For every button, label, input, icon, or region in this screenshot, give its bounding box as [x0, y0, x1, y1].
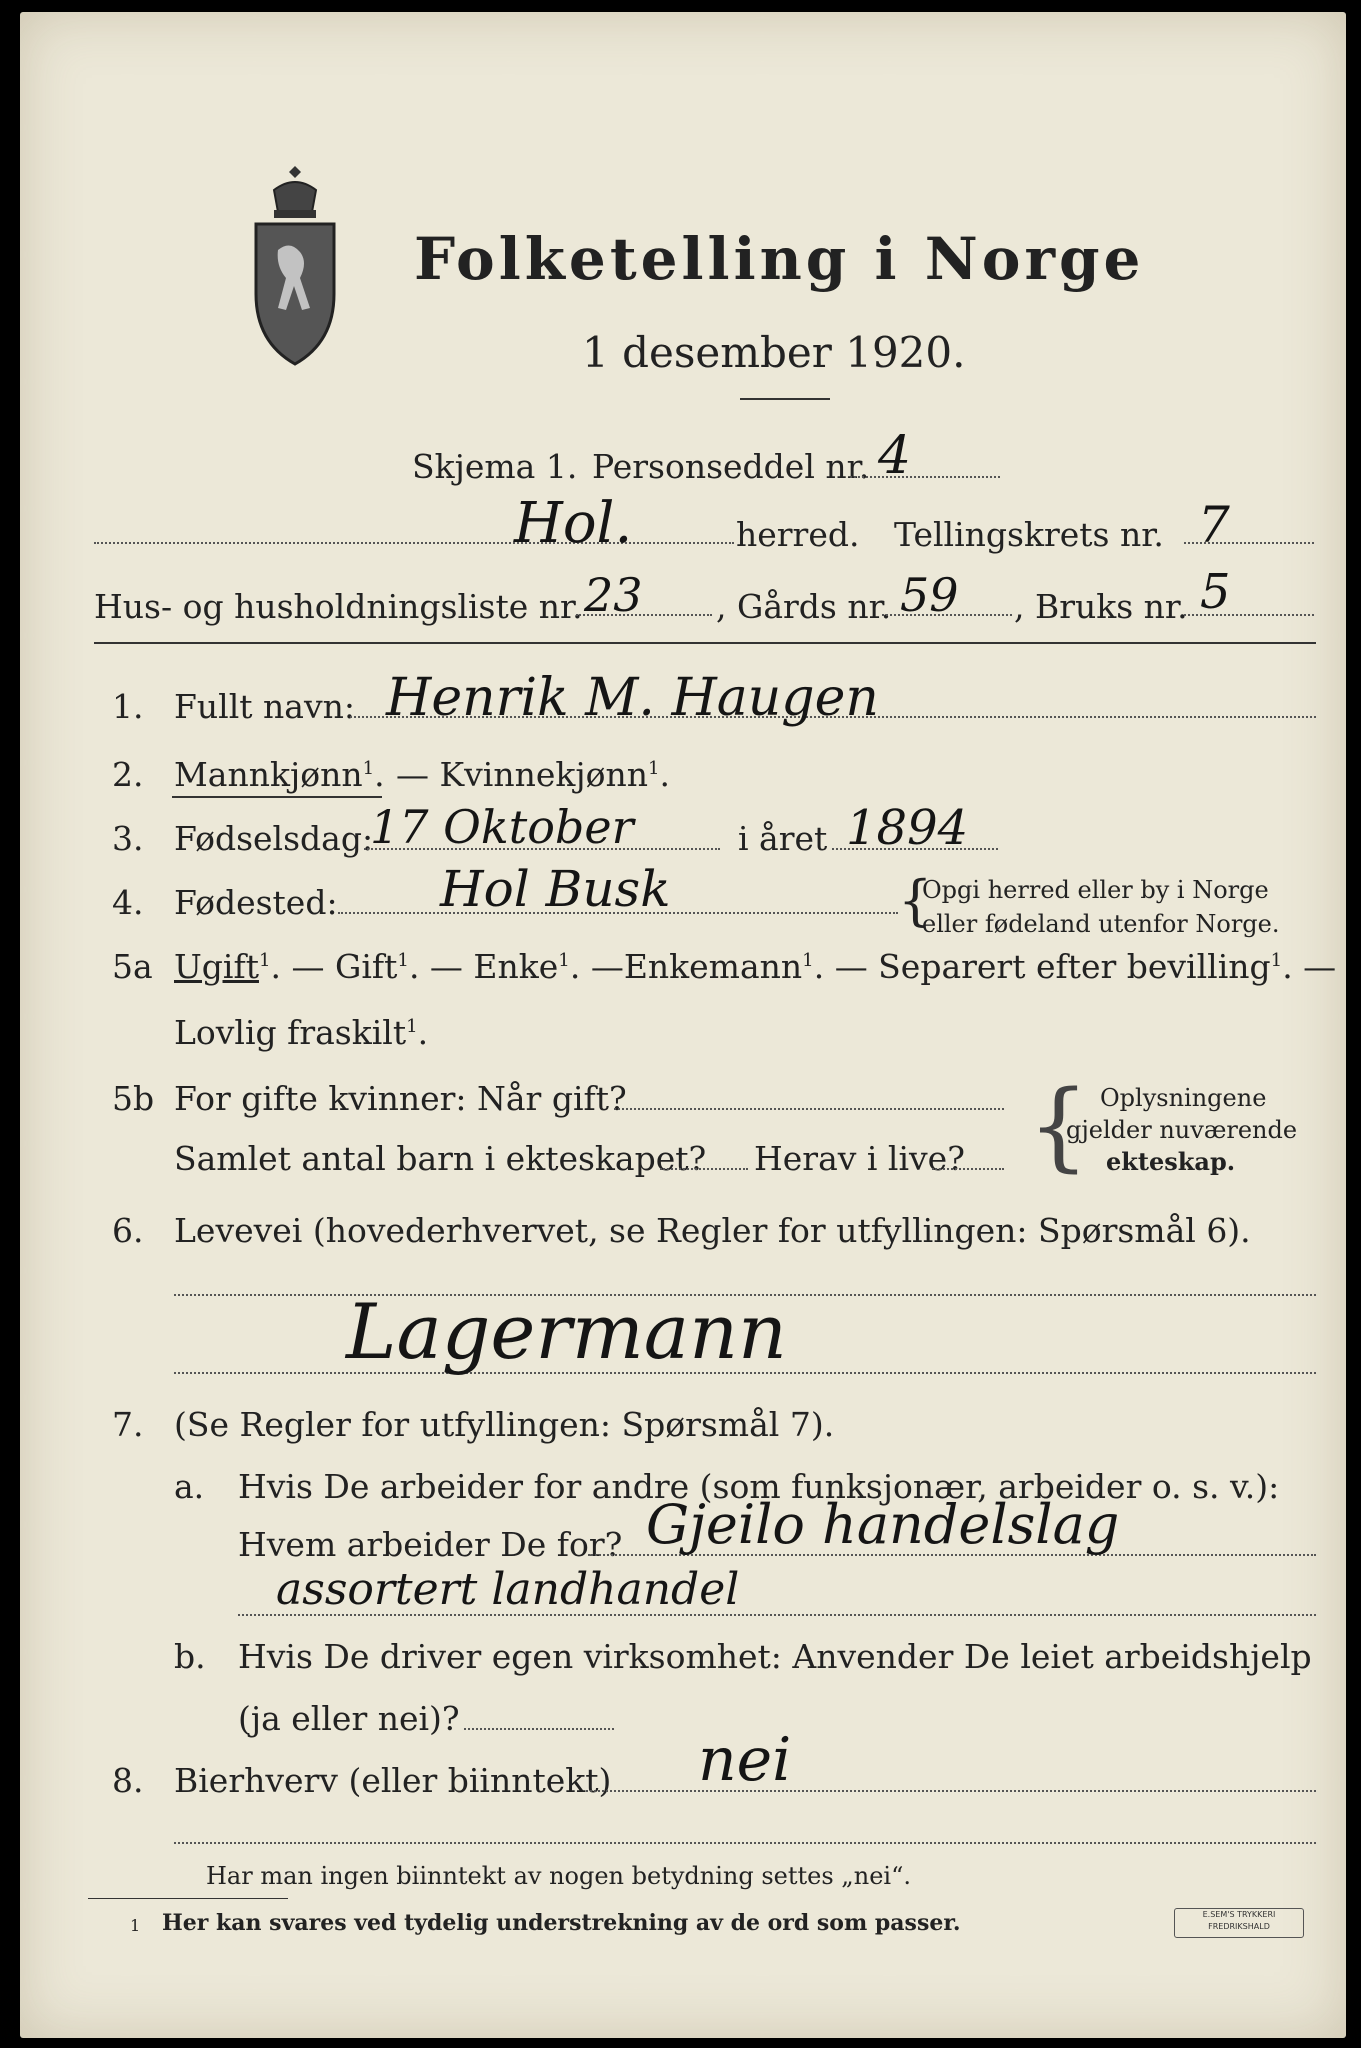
- q2-underline: [172, 796, 382, 798]
- q4-birthplace-value[interactable]: Hol Busk: [440, 860, 671, 918]
- personseddel-value[interactable]: 4: [878, 426, 912, 486]
- q4-label: Fødested:: [174, 883, 338, 922]
- q5a-number: 5a: [112, 947, 153, 986]
- q5b-nar-gift-line: [614, 1108, 1004, 1110]
- q5b-barn-line: [660, 1168, 748, 1170]
- header-rule: [94, 642, 1316, 644]
- title-divider: [740, 398, 830, 400]
- q7a-employer-value-2[interactable]: assortert landhandel: [276, 1564, 740, 1615]
- q5a-separert[interactable]: — Separert efter bevilling: [834, 947, 1271, 986]
- bruks-label: , Bruks nr.: [1014, 587, 1188, 626]
- footnote-marker: 1: [130, 1916, 141, 1935]
- herred-label: herred.: [736, 515, 860, 554]
- q5a-gift[interactable]: — Gift: [291, 947, 398, 986]
- q7a-label: Hvis De arbeider for andre (som funksjonær, arbeider o. s. v.):: [238, 1467, 1280, 1506]
- herred-value[interactable]: Hol.: [514, 491, 633, 556]
- q7b-line: [464, 1728, 614, 1730]
- form-title: Folketelling i Norge: [414, 225, 1145, 293]
- tellingskrets-value[interactable]: 7: [1198, 496, 1230, 554]
- q7b-letter: b.: [174, 1637, 206, 1676]
- q5a-enkemann[interactable]: —Enkemann: [590, 947, 803, 986]
- q4-note-line1: Opgi herred eller by i Norge: [922, 876, 1269, 904]
- q2-kvinnekjonn: — Kvinnekjønn$^1$.: [396, 755, 671, 794]
- q7b-ja-label: (ja eller nei)?: [238, 1699, 460, 1738]
- q8-value[interactable]: nei: [698, 1725, 792, 1795]
- q4-note-line2: eller fødeland utenfor Norge.: [922, 910, 1280, 938]
- q5a-enke[interactable]: — Enke: [429, 947, 559, 986]
- skjema-label: Skjema 1.: [412, 447, 578, 486]
- norwegian-coat-of-arms-icon: [248, 160, 342, 370]
- q4-brace: {: [898, 869, 933, 932]
- q3-birthday-value[interactable]: 17 Oktober: [370, 800, 634, 854]
- q5a-fraskilt[interactable]: Lovlig fraskilt$^1$.: [174, 1013, 429, 1052]
- q8-number: 8.: [112, 1761, 144, 1800]
- q3-year-label: i året: [738, 819, 828, 858]
- q5b-label: For gifte kvinner: Når gift?: [174, 1079, 627, 1118]
- q8-line2: [174, 1842, 1316, 1844]
- q5b-note-line3: ekteskap.: [1106, 1147, 1236, 1176]
- q5a-ugift[interactable]: Ugift: [174, 947, 259, 986]
- q5b-barn-label: Samlet antal barn i ekteskapet?: [174, 1139, 707, 1178]
- q6-occupation-value[interactable]: Lagermann: [346, 1287, 788, 1376]
- q7a-employer-value[interactable]: Gjeilo handelslag: [646, 1493, 1120, 1556]
- hus-label: Hus- og husholdningsliste nr.: [94, 587, 583, 626]
- q3-number: 3.: [112, 819, 144, 858]
- q3-label: Fødselsdag:: [174, 819, 374, 858]
- q6-label: Levevei (hovederhvervet, se Regler for utfyllingen: Spørsmål 6).: [174, 1211, 1251, 1250]
- q8-note: Har man ingen biinntekt av nogen betydning settes „nei“.: [206, 1862, 911, 1890]
- q5b-ilive-line: [932, 1168, 1004, 1170]
- q5b-note-line1: Oplysningene: [1100, 1084, 1267, 1112]
- q8-line1: [586, 1790, 1316, 1792]
- tellingskrets-label: Tellingskrets nr.: [894, 515, 1164, 554]
- footnote-rule: [88, 1898, 288, 1899]
- q5b-number: 5b: [112, 1079, 155, 1118]
- q8-label: Bierhverv (eller biinntekt): [174, 1761, 612, 1800]
- q6-number: 6.: [112, 1211, 144, 1250]
- q2-mannkjonn: Mannkjønn$^1$.: [174, 755, 385, 794]
- q1-number: 1.: [112, 687, 144, 726]
- q7a-letter: a.: [174, 1467, 205, 1506]
- q4-number: 4.: [112, 883, 144, 922]
- personseddel-line: [850, 476, 1000, 478]
- bruks-value[interactable]: 5: [1200, 564, 1231, 620]
- q7a-hvem-label: Hvem arbeider De for?: [238, 1525, 623, 1564]
- printer-stamp: E.SEM'S TRYKKERI FREDRIKSHALD: [1174, 1908, 1304, 1938]
- gards-value[interactable]: 59: [900, 568, 959, 622]
- form-date: 1 desember 1920.: [582, 328, 966, 377]
- census-form-sheet: [20, 12, 1346, 2038]
- herred-line: [94, 542, 734, 544]
- q2-number: 2.: [112, 755, 144, 794]
- q7b-label: Hvis De driver egen virksomhet: Anvender De leiet arbeidshjelp: [238, 1637, 1312, 1676]
- footnote-text: Her kan svares ved tydelig understrekning av de ord som passer.: [162, 1910, 961, 1936]
- q7-label: (Se Regler for utfyllingen: Spørsmål 7).: [174, 1405, 835, 1444]
- q5b-ilive-label: Herav i live?: [754, 1139, 965, 1178]
- q1-full-name-value[interactable]: Henrik M. Haugen: [386, 668, 879, 728]
- hus-value[interactable]: 23: [584, 568, 643, 622]
- q5b-brace: {: [1028, 1070, 1090, 1182]
- q7-number: 7.: [112, 1405, 144, 1444]
- q3-year-value[interactable]: 1894: [846, 800, 969, 856]
- gards-label: , Gårds nr.: [716, 587, 892, 626]
- q5b-note-line2: gjelder nuværende: [1066, 1116, 1298, 1144]
- q1-label: Fullt navn:: [174, 687, 355, 726]
- q5a-marital-options: Ugift$^1$. — Gift$^1$. — Enke$^1$. —Enkemann$^1$. — Separert efter bevilling$^1$. —: [174, 947, 1337, 986]
- personseddel-label: Personseddel nr.: [592, 447, 870, 486]
